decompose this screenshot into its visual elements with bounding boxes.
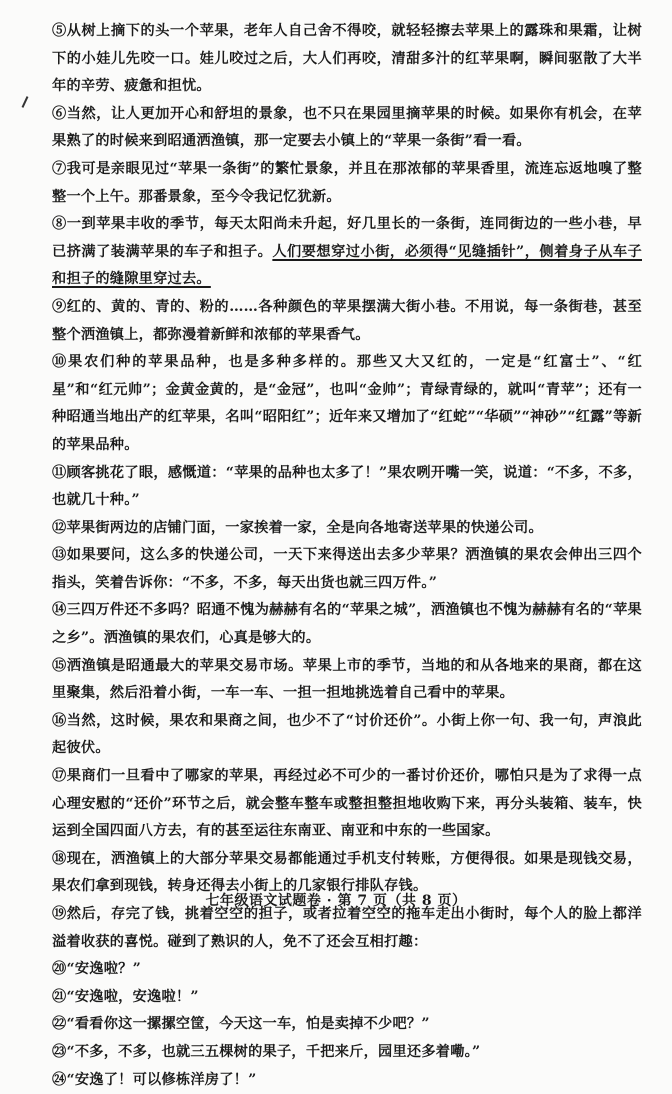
paragraph-7: ⑦我可是亲眼见过“苹果一条街”的繁忙景象，并且在那浓郁的苹果香里，流连忘返地嗅了整整一个上午。那番景象，至今令我记忆犹新。 (52, 160, 642, 205)
paragraph-9: ⑨红的、黄的、青的、粉的……各种颜色的苹果摆满大街小巷。不用说，每一条街巷，甚至整个洒渔镇上，都弥漫着新鲜和浓郁的苹果香气。 (52, 298, 642, 343)
paragraph-18: ⑱现在，洒渔镇上的大部分苹果交易都能通过手机支付转账，方便得很。如果是现钱交易，果农们拿到现钱，转身还得去小街上的几家银行排队存钱。 (52, 850, 642, 895)
paragraph-19: ⑲然后，存完了钱，挑着空空的担子，或者拉着空空的拖车走出小街时，每个人的脸上都洋溢着收获的喜悦。碰到了熟识的人，免不了还会互相打趣： (52, 906, 642, 950)
paragraph-24: ㉔“安逸了！可以修栋洋房了！” (52, 1071, 257, 1088)
paragraph-15: ⑮洒渔镇是昭通最大的苹果交易市场。苹果上市的季节，当地的和从各地来的果商，都在这里聚集，然后沿着小街，一车一车、一担一担地挑选着自己看中的苹果。 (52, 657, 642, 702)
pen-mark (22, 96, 29, 108)
paragraph-11: ⑪顾客挑花了眼，感慨道：“苹果的品种也太多了！”果农咧开嘴一笑，说道：“不多，不多，也就几十种。” (52, 464, 642, 509)
paragraph-22: ㉒“看看你这一摞摞空筐，今天这一车，怕是卖掉不少吧？” (52, 1016, 430, 1033)
paragraph-23: ㉓“不多，不多，也就三五棵树的果子，千把来斤，园里还多着嘞。” (52, 1043, 481, 1060)
paragraph-16: ⑯当然，这时候，果农和果商之间，也少不了“讨价还价”。小街上你一句、我一句，声浪此起彼伏。 (52, 712, 642, 757)
paragraph-12: ⑫苹果街两边的店铺门面，一家挨着一家，全是向各地寄送苹果的快递公司。 (52, 519, 543, 536)
paragraph-13: ⑬如果要问，这么多的快递公司，一天下来得送出去多少苹果？洒渔镇的果农会伸出三四个指头，笑着告诉你：“不多，不多，每天出货也就三四万件。” (52, 547, 642, 591)
paragraph-20: ⑳“安逸啦？” (52, 961, 142, 978)
paragraph-21: ㉑“安逸啦，安逸啦！” (52, 988, 199, 1005)
paragraph-6: ⑥当然，让人更加开心和舒坦的景象，也不只在果园里摘苹果的时候。如果你有机会，在苹果熟了的时候来到昭通洒渔镇，那一定要去小镇上的“苹果一条街”看一看。 (52, 105, 642, 150)
paragraph-10: ⑩果农们种的苹果品种，也是多种多样的。那些又大又红的，一定是“红富士”、“红星”和“红元帅”；金黄金黄的，是“金冠”，也叫“金帅”；青绿青绿的，就叫“青苹”；还有一种昭通当地出产的红苹果，名叫“昭阳红”；近年来又增加了“红蛇”“华硕”“神砂”“红露”等新的苹果品种。 (52, 354, 643, 453)
paragraph-8 (40, 211, 642, 294)
underlined-sentence: 人们要想穿过小街，必须得“见缝插针”，侧着身子从车子和担子的缝隙里穿过去。 (52, 243, 642, 288)
paragraph-14: ⑭三四万件还不多吗？昭通不愧为赫赫有名的“苹果之城”，洒渔镇也不愧为赫赫有名的“苹果之乡”。洒渔镇的果农们，心真是够大的。 (52, 602, 642, 647)
paragraph-17: ⑰果商们一旦看中了哪家的苹果，再经过必不可少的一番讨价还价，哪怕只是为了求得一点心理安慰的“还价”环节之后，就会整车整车或整担整担地收购下来，再分头装箱、装车，快运到全国四面八方去，有的甚至运往东南亚、南亚和中东的一些国家。 (52, 768, 642, 840)
paragraph-5: ⑤从树上摘下的头一个苹果，老年人自己舍不得咬，就轻轻擦去苹果上的露珠和果霜，让树下的小娃儿先咬一口。娃儿咬过之后，大人们再咬，清甜多汁的红苹果啊，瞬间驱散了大半年的辛劳、疲惫和担忧。 (52, 23, 642, 95)
paragraph-8-text: ⑧一到苹果丰收的季节，每天太阳尚未升起，好几里长的一条街，连同街边的一些小巷，早已挤满了装满苹果的车子和担子。 (52, 216, 642, 260)
page-footer: 七年级语文试题卷 · 第 7 页（共 8 页） (205, 893, 467, 909)
